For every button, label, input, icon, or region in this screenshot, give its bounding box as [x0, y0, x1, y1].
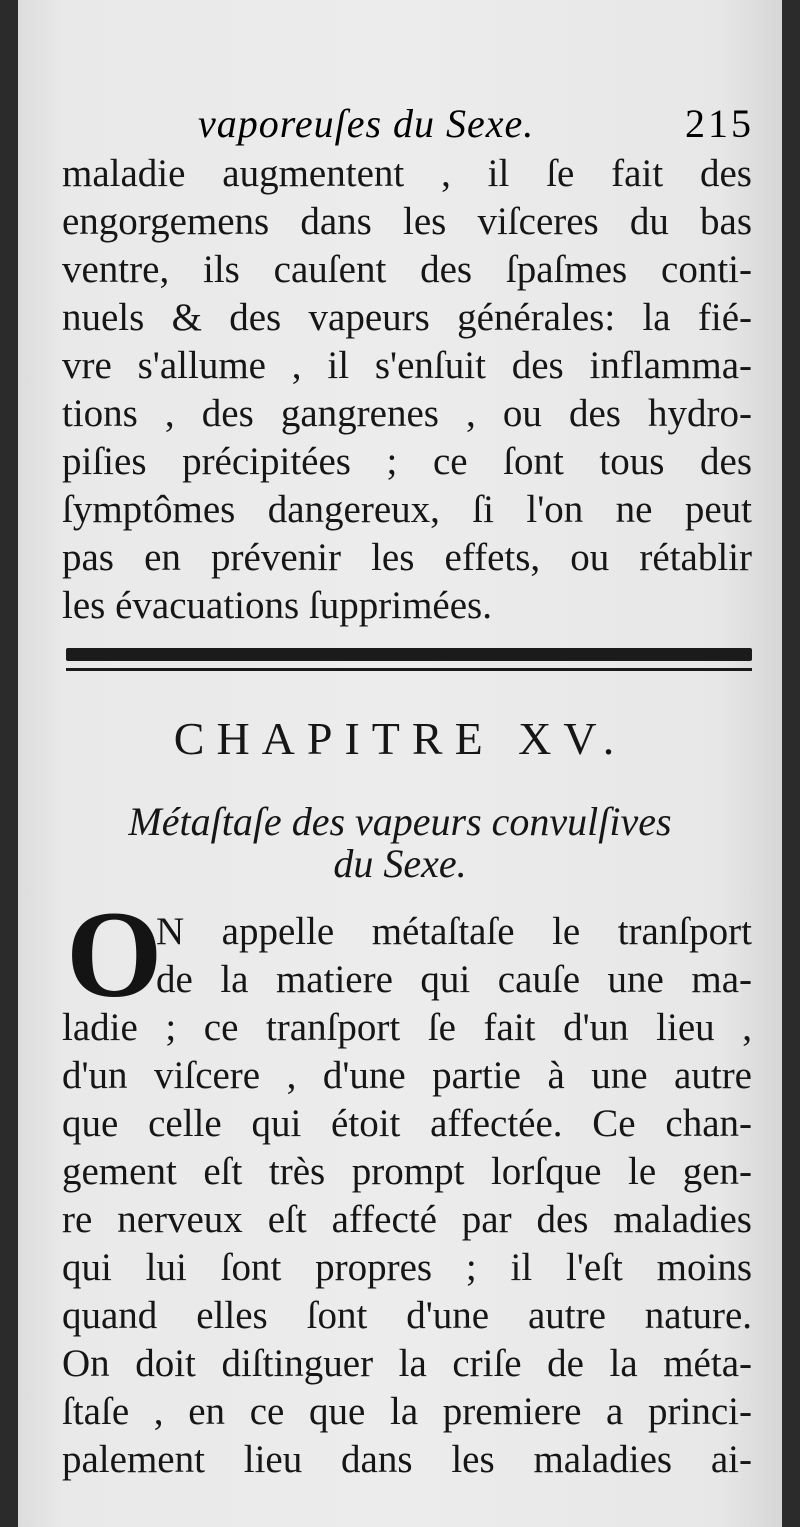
text-line: d'un viſcere , d'une partie à une autre — [62, 1054, 752, 1097]
chapter-divider-thick — [66, 648, 752, 661]
running-head: vaporeuſes du Sexe. — [198, 101, 535, 146]
text-line: ſymptômes dangereux, ſi l'on ne peut — [62, 488, 752, 531]
chapter-subtitle-line-2: du Sexe. — [333, 841, 467, 886]
chapter-title: CHAPITRE XV. — [173, 713, 627, 764]
text-line: maladie augmentent , il ſe fait des — [62, 152, 752, 195]
text-line: vre s'allume , il s'enſuit des inflamma- — [62, 344, 752, 387]
page-number: 215 — [685, 101, 754, 146]
text-line: palement lieu dans les maladies ai- — [62, 1438, 752, 1481]
text-line: On doit diſtinguer la criſe de la méta- — [62, 1342, 752, 1385]
chapter-divider-thin — [66, 668, 752, 671]
page-header — [18, 100, 754, 150]
text-line: pas en prévenir les effets, ou rétablir — [62, 536, 752, 579]
text-line: quand elles ſont d'une autre nature. — [62, 1294, 752, 1337]
text-line: de la matiere qui cauſe une ma- — [156, 958, 752, 1001]
text-line: les évacuations ſupprimées. — [62, 584, 492, 627]
text-line: re nerveux eſt affecté par des maladies — [62, 1198, 752, 1241]
text-line: ventre, ils cauſent des ſpaſmes conti- — [62, 248, 752, 291]
text-line: que celle qui étoit affectée. Ce chan- — [62, 1102, 752, 1145]
text-line: engorgemens dans les viſceres du bas — [62, 200, 752, 243]
text-line: gement eſt très prompt lorſque le gen- — [62, 1150, 752, 1193]
text-line: piſies précipitées ; ce ſont tous des — [62, 440, 752, 483]
text-line: tions , des gangrenes , ou des hydro- — [62, 392, 752, 435]
text-line: qui lui ſont propres ; il l'eſt moins — [62, 1246, 752, 1289]
book-page — [18, 0, 782, 1527]
drop-cap: O — [66, 886, 163, 1023]
text-line: N appelle métaſtaſe le tranſport — [156, 910, 752, 953]
text-line: ladie ; ce tranſport ſe fait d'un lieu , — [62, 1006, 752, 1049]
text-line: ſtaſe , en ce que la premiere a princi- — [62, 1390, 752, 1433]
text-line: nuels & des vapeurs générales: la fié- — [62, 296, 752, 339]
chapter-subtitle-line-1: Métaſtaſe des vapeurs convulſives — [128, 799, 672, 844]
